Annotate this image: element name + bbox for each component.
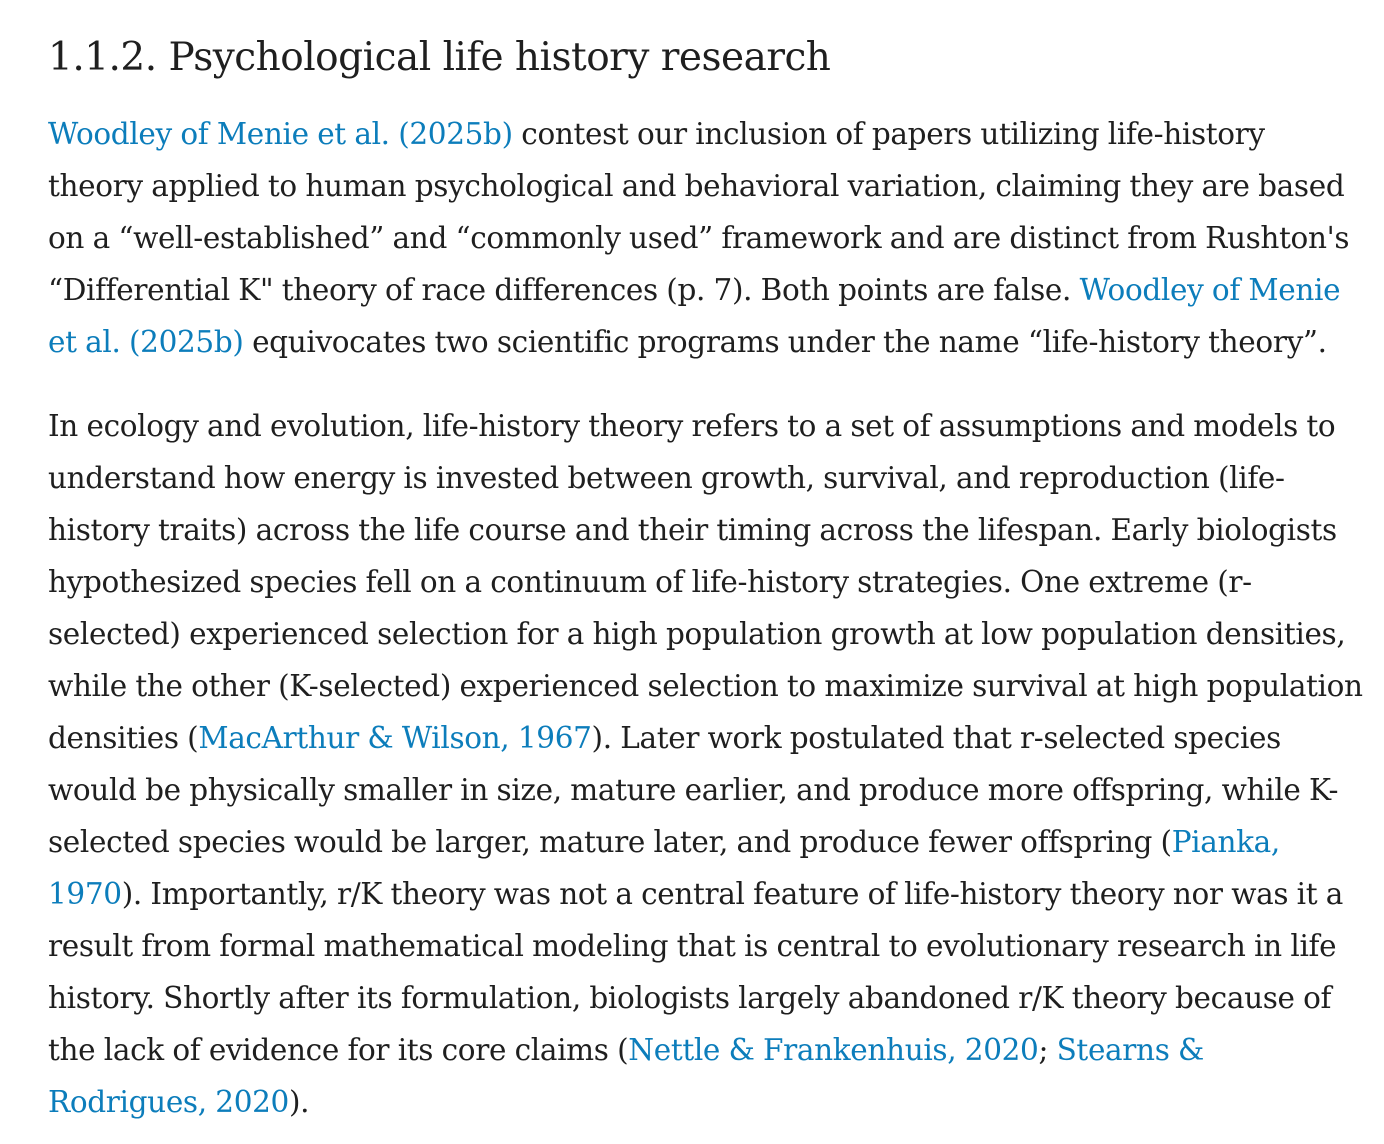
article-section bbox=[48, 30, 1366, 1128]
paragraph-2 bbox=[48, 400, 1366, 1128]
paragraph-2-text-4: ; bbox=[1038, 1033, 1057, 1067]
citation-link-woodley-2025b[interactable]: Woodley of Menie et al. (2025b) bbox=[48, 117, 513, 151]
paragraph-2-text-5: ). bbox=[288, 1085, 310, 1119]
paragraph-1-text-1: contest our inclusion of papers utilizing life-history theory applied to human psychological and behavioral variation, claiming they are based on a “well-established” and “commonly used” framework and are distinct from Rushton's “Differential K" theory of race differences (p. 7). Both points are false. bbox=[48, 117, 1350, 307]
paragraph-1 bbox=[48, 108, 1366, 368]
paragraph-1-text-2: equivocates two scientific programs under the name “life-history theory”. bbox=[243, 325, 1327, 359]
paragraph-2-text-1: In ecology and evolution, life-history theory refers to a set of assumptions and models to understand how energy is invested between growth, survival, and reproduction (life-history traits) across the life course and their timing across the lifespan. Early biologists hypothesized species fell on a continuum of life-history strategies. One extreme (r-selected) experienced selection for a high population growth at low population densities, while the other (K-selected) experienced selection to maximize survival at high population densities ( bbox=[48, 409, 1363, 755]
citation-link-stearns-rodrigues-2020[interactable]: Stearns & Rodrigues, 2020 bbox=[48, 1033, 1204, 1119]
citation-link-woodley-2025b-second[interactable]: Woodley of Menie et al. (2025b) bbox=[48, 273, 1341, 359]
citation-link-nettle-frankenhuis-2020[interactable]: Nettle & Frankenhuis, 2020 bbox=[628, 1033, 1039, 1067]
citation-link-pianka-1970[interactable]: Pianka, 1970 bbox=[48, 825, 1280, 911]
paragraph-2-text-2: ). Later work postulated that r-selected species would be physically smaller in size, mature earlier, and produce more offspring, while K-selected species would be larger, mature later, and produce fewer offspring ( bbox=[48, 721, 1339, 859]
paragraph-2-text-3: ). Importantly, r/K theory was not a central feature of life-history theory nor was it a result from formal mathematical modeling that is central to evolutionary research in life history. Shortly after its formulation, biologists largely abandoned r/K theory because of the lack of evidence for its core claims ( bbox=[48, 877, 1344, 1067]
section-heading: 1.1.2. Psychological life history research bbox=[48, 35, 831, 80]
citation-link-macarthur-wilson-1967[interactable]: MacArthur & Wilson, 1967 bbox=[198, 721, 592, 755]
